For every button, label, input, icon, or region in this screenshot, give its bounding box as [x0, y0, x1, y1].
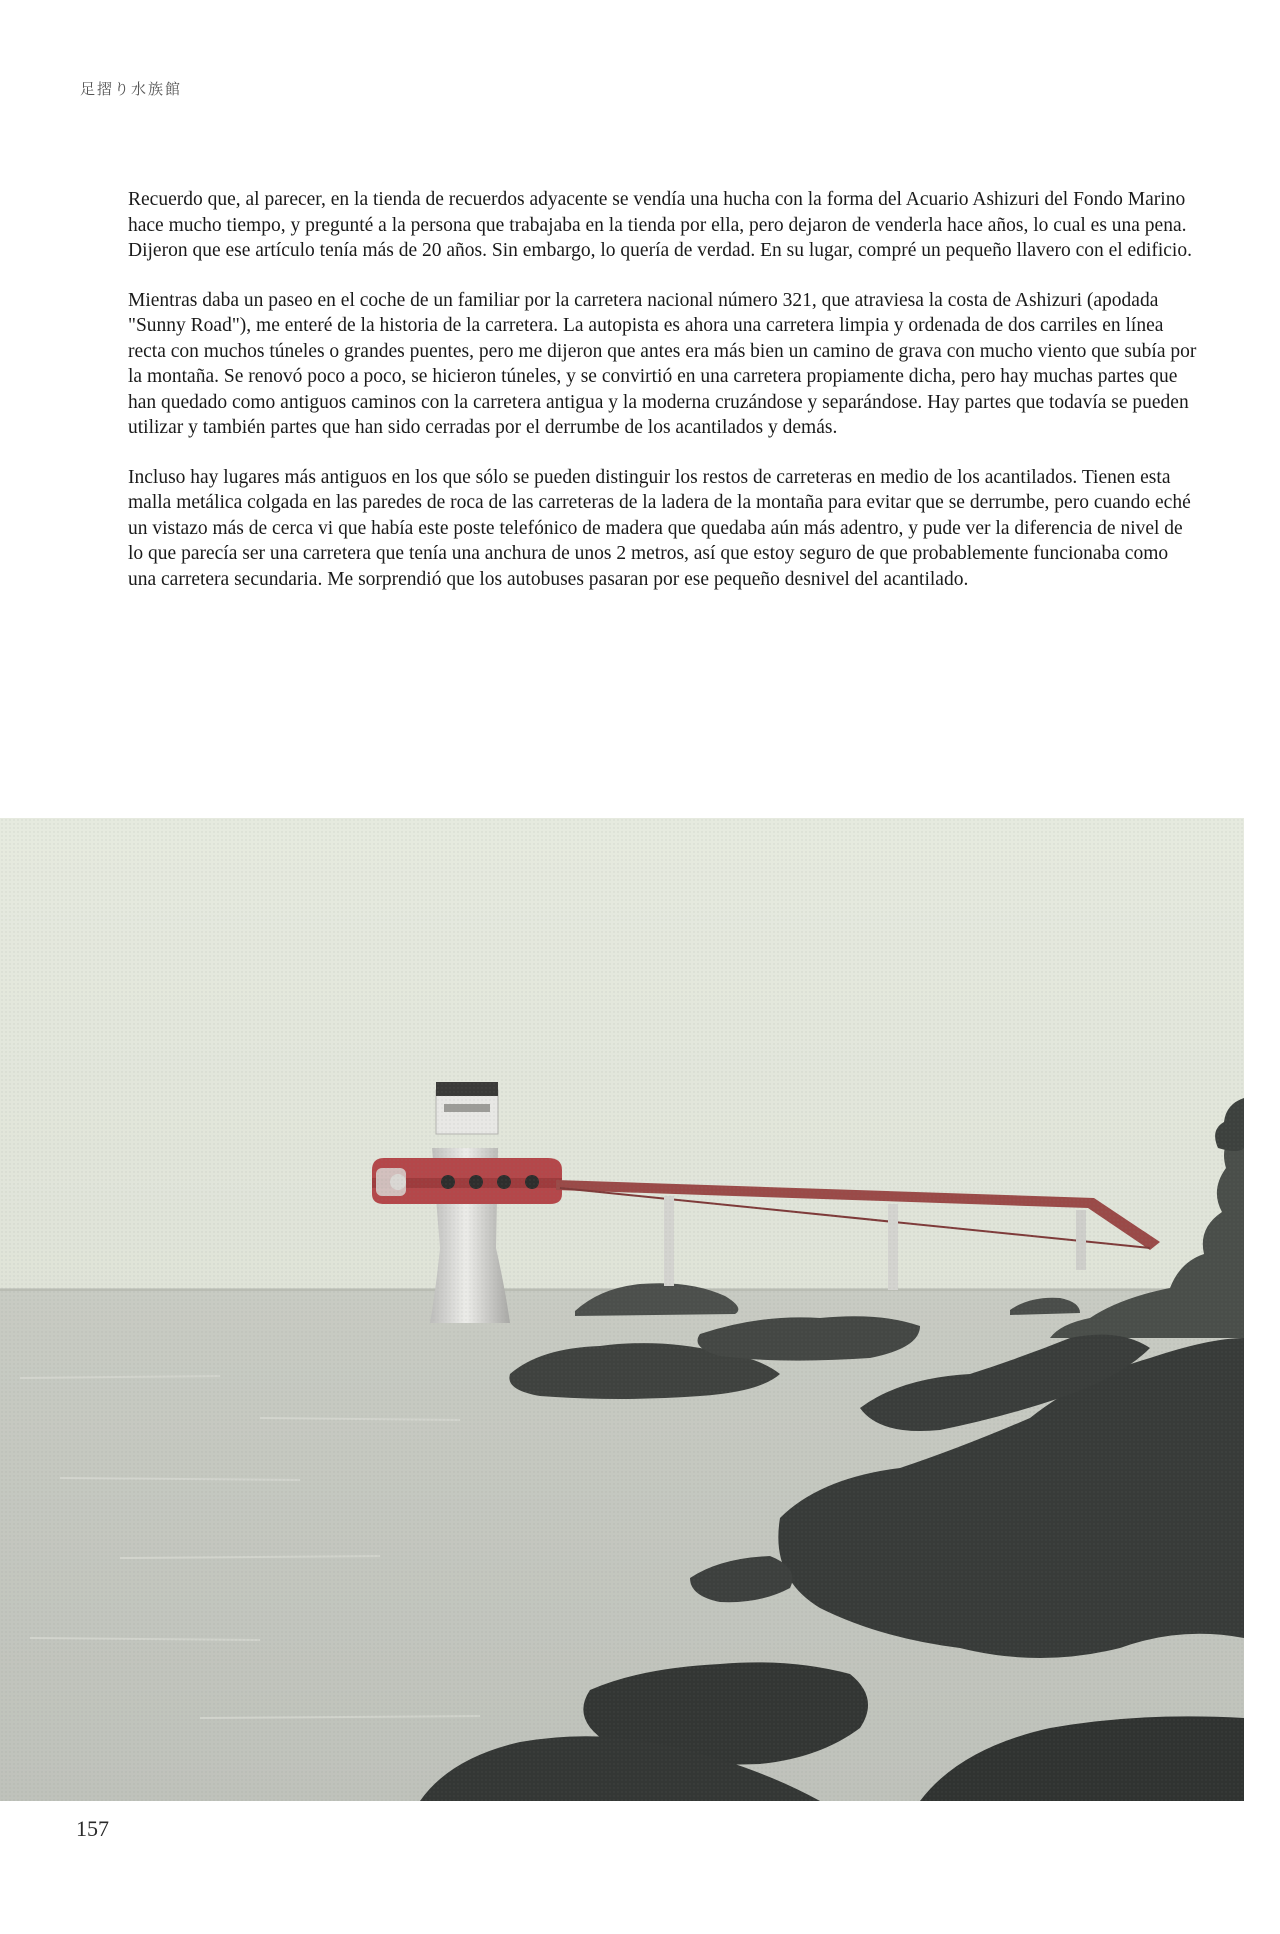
paragraph-old-roads: Incluso hay lugares más antiguos en los que sólo se pueden distinguir los restos de carreteras en medio de los acantilados. Tienen esta malla metálica colgada en las paredes de roca de las carreteras de la ladera de la montaña para evitar que se derrumbe, pero cuando eché un vistazo más de cerca vi que había este poste telefónico de madera que quedaba aún más adentro, y pude ver la diferencia de nivel de lo que parecía ser una carretera que tenía una anchura de unos 2 metros, así que estoy seguro de que probablemente funcionaba como una carretera secundaria. Me sorprendió que los autobuses pasaran por ese pequeño desnivel del acantilado.	[128, 466, 1191, 590]
aquarium-photo	[0, 818, 1244, 1801]
paragraph-souvenir: Recuerdo que, al parecer, en la tienda de recuerdos adyacente se vendía una hucha con la forma del Acuario Ashizuri del Fondo Marino hace mucho tiempo, y pregunté a la persona que trabajaba en la tienda por ella, pero dejaron de venderla hace años, lo cual es una pena. Dijeron que ese artículo tenía más de 20 años. Sin embargo, lo quería de verdad. En su lugar, compré un pequeño llavero con el edificio.	[128, 189, 1192, 261]
halftone-texture	[0, 818, 1244, 1801]
page-number: 157	[76, 1816, 109, 1841]
running-title: 足摺り水族館	[80, 80, 183, 98]
article-body	[128, 187, 1200, 616]
paragraph-road-history: Mientras daba un paseo en el coche de un familiar por la carretera nacional número 321, que atraviesa la costa de Ashizuri (apodada "Sunny Road"), me enteré de la historia de la carretera. La autopista es ahora una carretera limpia y ordenada de dos carriles en línea recta con muchos túneles o grandes puentes, pero me dijeron que antes era más bien un camino de grava con mucho viento que subía por la montaña. Se renovó poco a poco, se hicieron túneles, y se convirtió en una carretera propiamente dicha, pero hay muchas partes que han quedado como antiguos caminos con la carretera antigua y la moderna cruzándose y separándose. Hay partes que todavía se pueden utilizar y también partes que han sido cerradas por el derrumbe de los acantilados y demás.	[128, 289, 1197, 438]
coastal-aquarium-illustration	[0, 818, 1244, 1801]
